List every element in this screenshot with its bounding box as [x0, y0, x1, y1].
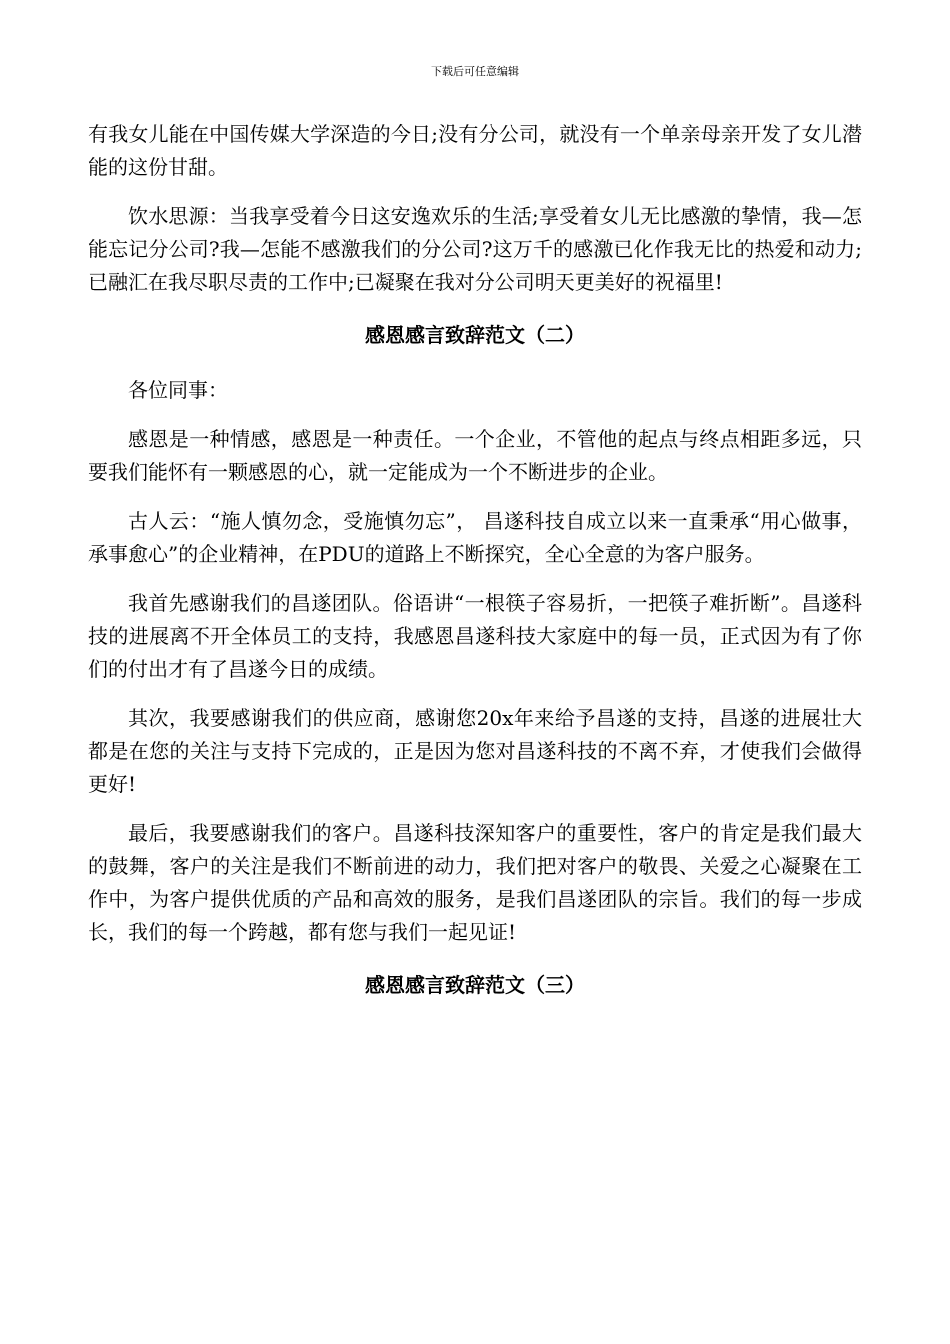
section-title: 感恩感言致辞范文（三） [365, 973, 585, 997]
paragraph: 我首先感谢我们的昌遂团队。俗语讲“一根筷子容易折，一把筷子难折断”。昌遂科技的进展离不开全体员工的支持，我感恩昌遂科技大家庭中的每一员，正式因为有了你们的付出才有了昌遂今日的成绩。 [88, 591, 862, 681]
paragraph: 古人云：“施人慎勿念，受施慎勿忘”， 昌遂科技自成立以来一直秉承“用心做事，承事愈心”的企业精神，在PDU的道路上不断探究，全心全意的为客户服务。 [88, 509, 862, 566]
section-title: 感恩感言致辞范文（二） [365, 323, 585, 347]
paragraph: 最后，我要感谢我们的客户。昌遂科技深知客户的重要性，客户的肯定是我们最大的鼓舞，客户的关注是我们不断前进的动力，我们把对客户的敬畏、关爱之心凝聚在工作中，为客户提供优质的产品和高效的服务，是我们昌遂团队的宗旨。我们的每一步成长，我们的每一个跨越，都有您与我们一起见证! [88, 821, 862, 944]
document-body [88, 118, 862, 1024]
page-header: 下载后可任意编辑 [431, 65, 519, 78]
salutation: 各位同事： [128, 378, 228, 402]
paragraph: 感恩是一种情感，感恩是一种责任。一个企业，不管他的起点与终点相距多远，只要我们能怀有一颗感恩的心，就一定能成为一个不断进步的企业。 [88, 427, 862, 484]
paragraph: 饮水思源：当我享受着今日这安逸欢乐的生活;享受着女儿无比感激的挚情，我—怎能忘记分公司?我—怎能不感激我们的分公司?这万千的感激已化作我无比的热爱和动力;已融汇在我尽职尽责的工作中;已凝聚在我对分公司明天更美好的祝福里! [88, 204, 862, 294]
paragraph: 其次，我要感谢我们的供应商，感谢您20x年来给予昌遂的支持，昌遂的进展壮大都是在您的关注与支持下完成的，正是因为您对昌遂科技的不离不弃，才使我们会做得更好! [88, 706, 862, 796]
paragraph: 有我女儿能在中国传媒大学深造的今日;没有分公司，就没有一个单亲母亲开发了女儿潜能的这份甘甜。 [88, 122, 862, 179]
